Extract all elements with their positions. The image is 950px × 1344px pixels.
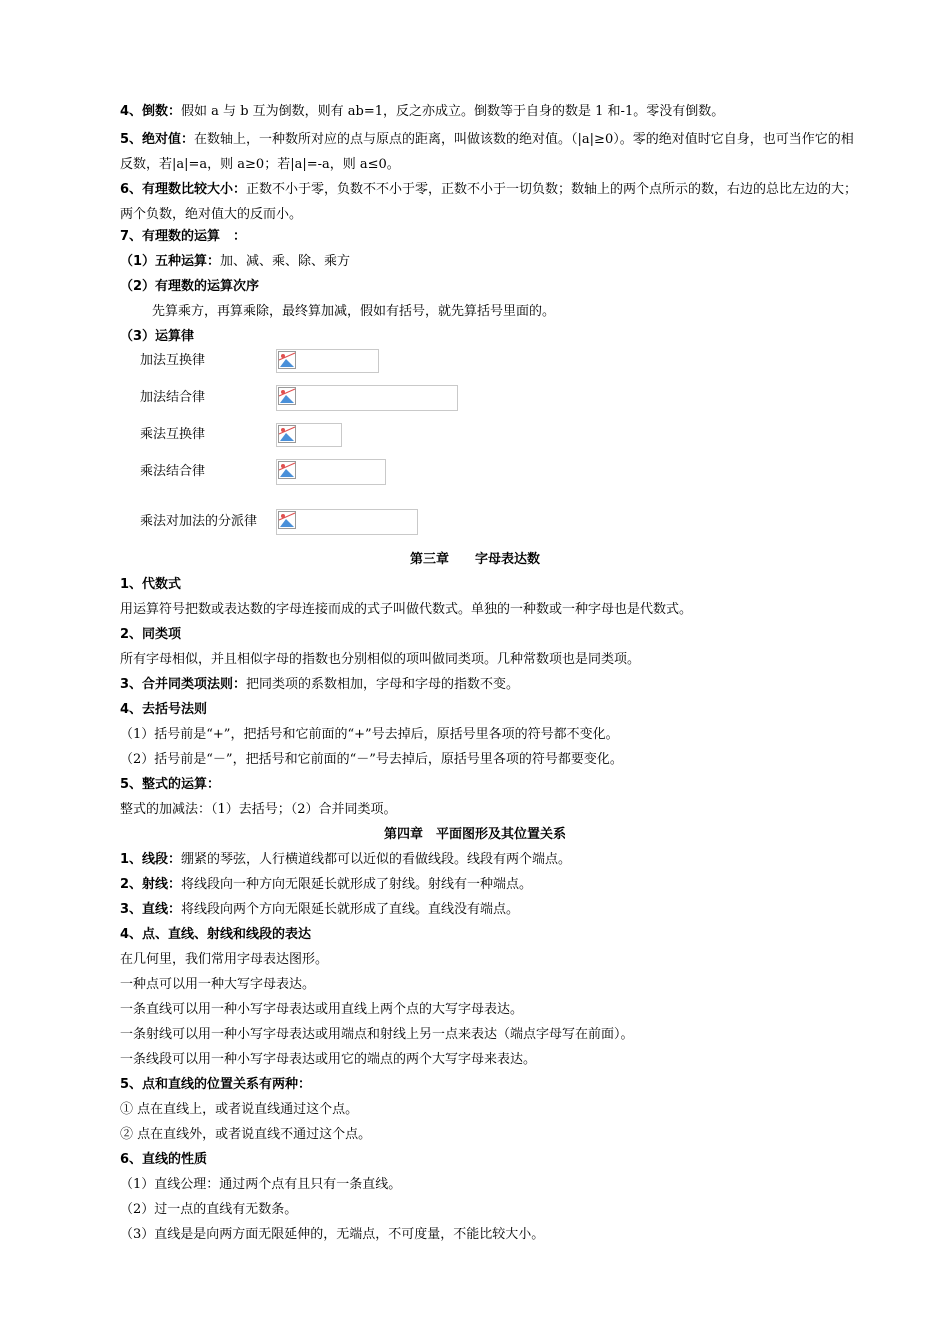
section-heading: 5、点和直线的位置关系有两种： xyxy=(120,1077,312,1092)
section-text: （2）括号前是“－”，把括号和它前面的“－”号去掉后，原括号里各项的符号都要变化。 xyxy=(120,752,623,767)
item-label: 3、直线： xyxy=(120,902,182,917)
item-label: 4、倒数： xyxy=(120,104,182,119)
item-label: 1、线段： xyxy=(120,852,182,867)
section-text: （1）直线公理：通过两个点有且只有一条直线。 xyxy=(120,1177,402,1192)
section-heading: 5、整式的运算： xyxy=(120,777,221,792)
broken-image-icon xyxy=(278,351,296,369)
section-text: 一种点可以用一种大写字母表达。 xyxy=(120,977,316,992)
section-merge-rule xyxy=(120,675,519,695)
section-text: 一条射线可以用一种小写字母表达或用端点和射线上另一点来表达（端点字母写在前面）。 xyxy=(120,1027,634,1042)
item-label: 3、合并同类项法则： xyxy=(120,677,247,692)
formula-image xyxy=(276,349,379,373)
item-order-text: 先算乘方，再算乘除，最终算加减，假如有括号，就先算括号里面的。 xyxy=(152,304,556,319)
item-reciprocal xyxy=(120,102,724,122)
section-ray xyxy=(120,875,532,895)
law-label: 乘法互换律 xyxy=(140,427,206,442)
item-order-heading: （2）有理数的运算次序 xyxy=(120,279,260,294)
item-label: 2、射线： xyxy=(120,877,182,892)
section-heading: 4、去括号法则 xyxy=(120,702,208,717)
law-label: 乘法结合律 xyxy=(140,464,206,479)
formula-image xyxy=(276,423,342,447)
item-text: 假如 a 与 b 互为倒数，则有 ab=1，反之亦成立。倒数等于自身的数是 1 和-1。零没有倒数。 xyxy=(181,104,725,119)
section-text: 在几何里，我们常用字母表达图形。 xyxy=(120,952,329,967)
item-text: 把同类项的系数相加，字母和字母的指数不变。 xyxy=(246,677,520,692)
broken-image-icon xyxy=(278,387,296,405)
section-text: ① 点在直线上，或者说直线通过这个点。 xyxy=(120,1102,359,1117)
item-text: 在数轴上，一种数所对应的点与原点的距离，叫做该数的绝对值。（|a|≥0）。零的绝对值时它自身，也可当作它的相反数，若|a|=a，则 a≥0；若|a|=-a，则 a≤0。 xyxy=(120,132,854,172)
section-text: 一条直线可以用一种小写字母表达或用直线上两个点的大写字母表达。 xyxy=(120,1002,524,1017)
chapter-3-title: 第三章 字母表达数 xyxy=(409,552,540,567)
item-label: 5、绝对值： xyxy=(120,132,195,147)
item-five-operations xyxy=(120,252,350,272)
item-absolute-value xyxy=(120,127,860,177)
formula-image xyxy=(276,385,458,411)
formula-image xyxy=(276,509,418,535)
broken-image-icon xyxy=(278,511,296,529)
broken-image-icon xyxy=(278,425,296,443)
broken-image-icon xyxy=(278,461,296,479)
item-text: 加、减、乘、除、乘方 xyxy=(220,254,351,269)
section-straight-line xyxy=(120,900,519,920)
section-text: （1）括号前是“+”，把括号和它前面的“+”号去掉后，原括号里各项的符号都不变化。 xyxy=(120,727,619,742)
section-heading: 6、直线的性质 xyxy=(120,1152,208,1167)
section-heading: 2、同类项 xyxy=(120,627,182,642)
section-text: ② 点在直线外，或者说直线不通过这个点。 xyxy=(120,1127,372,1142)
law-label: 加法互换律 xyxy=(140,353,206,368)
formula-image xyxy=(276,459,386,485)
item-text: 将线段向一种方向无限延长就形成了射线。射线有一种端点。 xyxy=(181,877,533,892)
section-heading: 4、点、直线、射线和线段的表达 xyxy=(120,927,312,942)
item-operations-heading: 7、有理数的运算 ： xyxy=(120,229,247,244)
section-text: 一条线段可以用一种小写字母表达或用它的端点的两个大写字母来表达。 xyxy=(120,1052,537,1067)
section-text: （2）过一点的直线有无数条。 xyxy=(120,1202,298,1217)
law-label: 乘法对加法的分派律 xyxy=(140,514,258,529)
section-line-segment xyxy=(120,850,571,870)
section-heading: 1、代数式 xyxy=(120,577,182,592)
item-label: （1）五种运算： xyxy=(120,254,221,269)
section-text: 整式的加减法：（1）去括号；（2）合并同类项。 xyxy=(120,802,397,817)
section-text: （3）直线是是向两方面无限延伸的，无端点，不可度量，不能比较大小。 xyxy=(120,1227,545,1242)
item-text: 将线段向两个方向无限延长就形成了直线。直线没有端点。 xyxy=(181,902,520,917)
item-laws-heading: （3）运算律 xyxy=(120,329,195,344)
section-text: 用运算符号把数或表达数的字母连接而成的式子叫做代数式。单独的一种数或一种字母也是代数式。 xyxy=(120,602,693,617)
chapter-4-title: 第四章 平面图形及其位置关系 xyxy=(383,827,566,842)
law-label: 加法结合律 xyxy=(140,390,206,405)
item-text: 绷紧的琴弦，人行横道线都可以近似的看做线段。线段有两个端点。 xyxy=(181,852,572,867)
item-compare xyxy=(120,177,860,227)
item-text: 正数不小于零，负数不不小于零，正数不小于一切负数；数轴上的两个点所示的数，右边的总比左边的大；两个负数，绝对值大的反而小。 xyxy=(120,182,858,222)
section-text: 所有字母相似，并且相似字母的指数也分别相似的项叫做同类项。几种常数项也是同类项。 xyxy=(120,652,641,667)
item-label: 6、有理数比较大小： xyxy=(120,182,247,197)
